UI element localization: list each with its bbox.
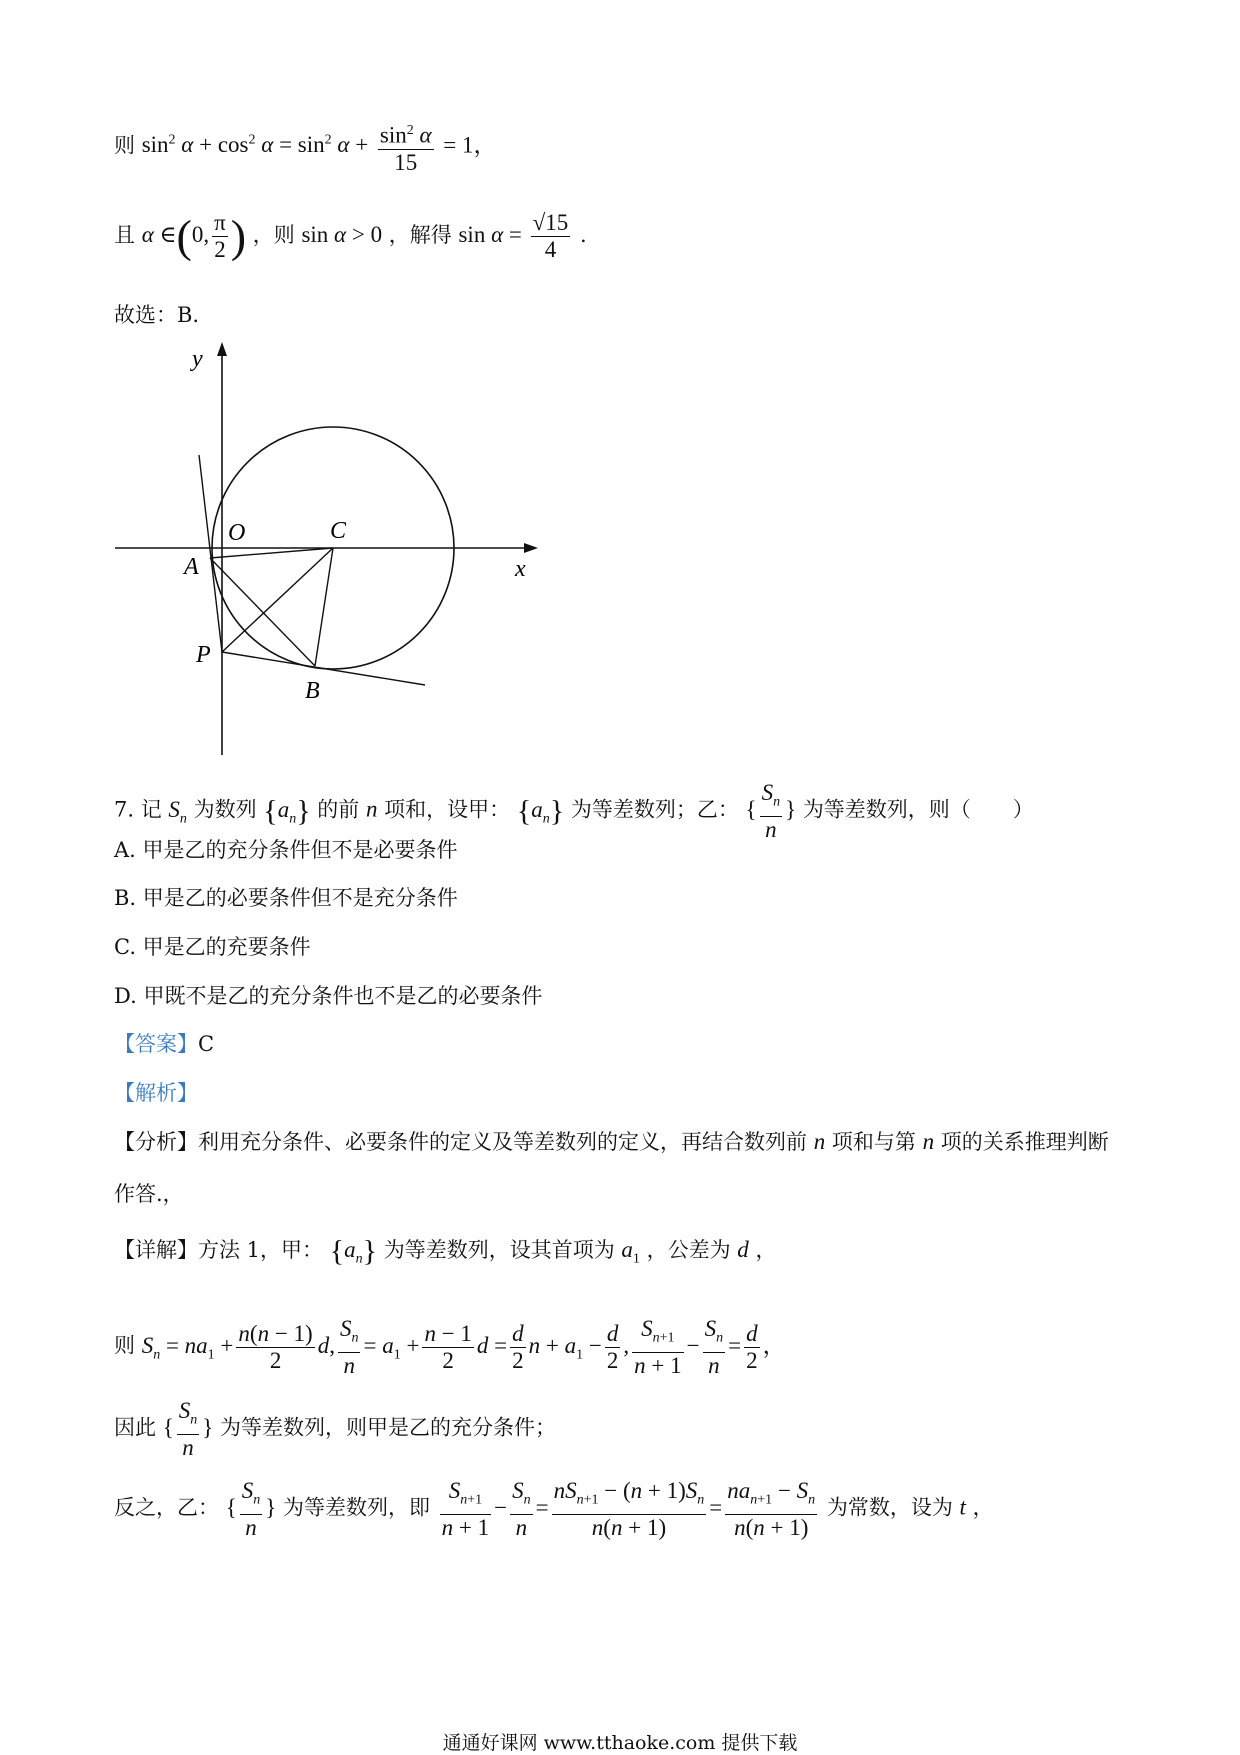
math-expr: n <box>365 796 378 822</box>
x-axis-arrow <box>524 543 538 553</box>
text: 的前 <box>317 797 360 822</box>
segment-cb <box>315 548 333 666</box>
y-axis-arrow <box>217 342 227 356</box>
text: ，公差为 <box>646 1238 731 1262</box>
answer-line <box>114 1029 214 1059</box>
math-expr: $\sin^2 \alpha + \cos^2 \alpha = \sin^2 \alpha$ + <box>141 132 369 158</box>
label-c: C <box>330 518 347 544</box>
math-expr: $a_1$ <box>621 1237 640 1267</box>
geometry-diagram <box>110 340 560 760</box>
text: 反之，乙： <box>114 1495 219 1520</box>
math-expr: n <box>922 1129 935 1154</box>
text: 方法 1，甲： <box>198 1238 324 1262</box>
text: ，则 <box>252 222 295 247</box>
answer-choice-line: 故选：B. <box>114 303 200 327</box>
equation-sn <box>114 1316 786 1379</box>
segment-ab <box>210 558 315 666</box>
text: 为等差数列，则（ ） <box>802 797 1034 822</box>
text: 则 <box>114 1333 135 1358</box>
math-expr: t <box>959 1494 966 1520</box>
text: 项和与第 <box>831 1130 916 1154</box>
text: 利用充分条件、必要条件的定义及等差数列的定义，再结合数列前 <box>198 1130 807 1154</box>
option-b: B. 甲是乙的必要条件但不是充分条件 <box>114 886 458 910</box>
xiangjie-line <box>114 1235 776 1275</box>
text: 为等差数列，设其首项为 <box>383 1238 615 1262</box>
segment-ac <box>210 548 333 558</box>
math-expr: n <box>813 1129 826 1154</box>
label-y: y <box>192 346 203 372</box>
fenxi-line <box>114 1127 1109 1157</box>
math-expr: $\{a_n\}$ <box>263 794 311 828</box>
tangent-line-pa <box>199 455 222 652</box>
math-expr: sin α > 0 <box>301 221 383 247</box>
option-d: D. 甲既不是乙的充分条件也不是乙的必要条件 <box>114 984 543 1008</box>
fenxi-line-2: 作答.， <box>114 1182 184 1206</box>
text: = 1， <box>443 132 497 158</box>
text: 且 <box>114 222 135 247</box>
math-expr: { $\frac{S_n}{n}$ } <box>225 1478 277 1540</box>
math-expr: sin α = $\frac{√15}{4}$ <box>458 210 569 262</box>
math-expr: { $\frac{S_n}{n}$ } <box>745 780 797 842</box>
text: 为常数，设为 <box>826 1495 953 1520</box>
text: 为等差数列；乙： <box>570 797 739 822</box>
text: 因此 <box>114 1415 156 1440</box>
text: ， <box>972 1495 994 1520</box>
math-expr: { $\frac{S_n}{n}$ } <box>162 1398 214 1460</box>
label-b: B <box>305 678 320 704</box>
question-7 <box>114 780 1034 843</box>
xiangjie-label: 【详解】 <box>114 1238 198 1262</box>
math-expr: $S_n = na_1$ + $\frac{n(n - 1)}{2}$ d, $\frac{S_n}{n}$ = $a_1$ + $\frac{n - 1}{2}$ d = $\frac{d}{2}$ $n + a_1$ − $\frac{d}{2}$ , $\frac{S_{n+1}}{n + 1}$ − $\frac{S_n}{n}$ = $\frac{d}{2}$ ， <box>141 1316 786 1378</box>
answer-label: 【答案】 <box>114 1032 198 1056</box>
text: 为等差数列，即 <box>282 1495 430 1520</box>
text: 为等差数列，则甲是乙的充分条件； <box>219 1415 556 1440</box>
segment-cp <box>222 548 333 652</box>
tangent-line-pb <box>222 652 425 685</box>
label-a: A <box>184 554 199 580</box>
page-footer: 通通好课网 www.tthaoke.com 提供下载 <box>442 1732 798 1754</box>
answer-value: C <box>198 1032 215 1056</box>
math-expr: $\{a_n\}$ <box>516 794 565 828</box>
analysis-label-text: 【解析】 <box>114 1081 198 1105</box>
option-a: A. 甲是乙的充分条件但不是必要条件 <box>114 838 458 862</box>
label-p: P <box>196 642 211 668</box>
text: 7. 记 <box>114 797 162 822</box>
math-expr: $\frac{S_{n+1}}{n + 1}$ − $\frac{S_n}{n}$ = $\frac{nS_{n+1} - (n + 1)S_n}{n(n + 1)}$ = $\frac{na_{n+1} - S_n}{n(n + 1)}$ <box>441 1478 816 1540</box>
fanzhi-line <box>114 1478 994 1541</box>
equation-line-2 <box>114 210 587 263</box>
math-expr: d <box>737 1237 749 1262</box>
text: 为数列 <box>193 797 257 822</box>
text: . <box>579 222 587 247</box>
option-c: C. 甲是乙的充要条件 <box>114 935 311 959</box>
inyin-line <box>114 1398 556 1461</box>
equation-line-1 <box>114 118 496 176</box>
fraction: $\frac{\sin^2 \alpha}{15}$ <box>378 118 434 176</box>
text: ， <box>755 1238 777 1262</box>
math-expr: $\{a_n\}$ <box>329 1234 378 1268</box>
text: ，解得 <box>388 222 452 247</box>
label-o: O <box>228 520 246 546</box>
text: 项和，设甲： <box>384 797 511 822</box>
label-x: x <box>515 556 526 582</box>
analysis-label <box>114 1078 198 1108</box>
math-expr: α ∈(0, $\frac{\pi}{2}$ ) <box>141 210 247 262</box>
text: 则 <box>114 133 135 158</box>
math-expr: $S_n$ <box>168 796 187 827</box>
text: 项的关系推理判断 <box>940 1130 1109 1154</box>
fenxi-label: 【分析】 <box>114 1130 198 1154</box>
